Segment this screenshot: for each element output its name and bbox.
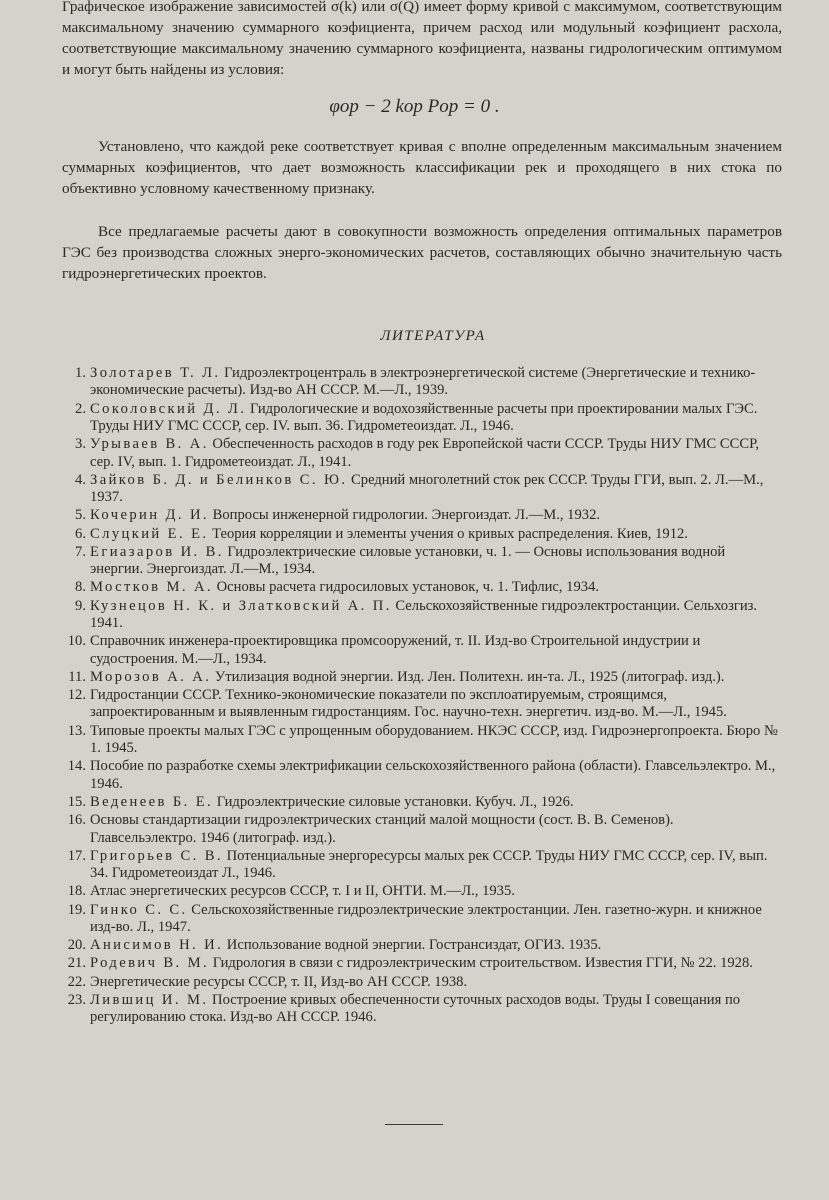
reference-item	[60, 937, 780, 954]
reference-number: 8.	[75, 579, 86, 596]
reference-number: 20.	[67, 937, 86, 954]
reference-author: Золотарев Т. Л.	[90, 365, 221, 381]
reference-number: 3.	[75, 436, 86, 453]
paragraph-conclusion: Все предлагаемые расчеты дают в совокупности возможность определения оптимальных параметров ГЭС без производства сложных энерго-экономических расчетов, составляющих обычно значительную часть гидроэнергетических проектов.	[62, 223, 782, 282]
reference-author: Егиазаров И. В.	[90, 543, 224, 560]
reference-item	[60, 526, 780, 543]
reference-number: 13.	[67, 722, 86, 739]
reference-author: Морозов А. А.	[90, 668, 212, 685]
reference-number: 15.	[67, 793, 86, 810]
paragraph-classification: Установлено, что каждой реке соответствует кривая с вполне определенным максимальным значением суммарных коэфициентов, что дает возможность классификации рек и проходящего в них стока по объективно условному качественному признаку.	[62, 138, 782, 197]
reference-author: Соколовский Д. Л.	[90, 400, 247, 417]
reference-number: 5.	[75, 507, 86, 524]
reference-text: Использование водной энергии. Гострансиздат, ОГИЗ. 1935.	[223, 937, 602, 954]
reference-number: 9.	[75, 597, 86, 614]
reference-text: Гидроэлектрические силовые установки. Кубуч. Л., 1926.	[213, 793, 574, 810]
reference-author: Анисимов Н. И.	[90, 937, 224, 954]
reference-author: Кочерин Д. И.	[90, 507, 209, 524]
reference-item	[60, 812, 780, 847]
reference-item	[60, 955, 780, 972]
reference-number: 11.	[68, 668, 86, 685]
reference-item	[60, 436, 780, 471]
reference-author: Мостков М. А.	[90, 579, 213, 596]
reference-text: Средний многолетний сток рек СССР. Труды ГГИ, вып. 2. Л.—М., 1937.	[90, 471, 764, 506]
reference-item	[60, 598, 780, 633]
reference-number: 14.	[67, 758, 86, 775]
reference-item	[60, 633, 780, 668]
reference-text: Гидроэлектрические силовые установки, ч. 1. — Основы использования водной энергии. Энергоиздат. Л.—М., 1934.	[90, 543, 726, 578]
reference-item	[60, 992, 780, 1027]
reference-number: 22.	[67, 973, 86, 990]
reference-number: 18.	[67, 883, 86, 900]
reference-author: Слуцкий Е. Е.	[90, 525, 209, 542]
reference-number: 7.	[75, 543, 86, 560]
reference-text: Построение кривых обеспеченности суточных расходов воды. Труды I совещания по регулированию стока. Изд-во АН СССР. 1946.	[90, 991, 741, 1026]
reference-number: 16.	[67, 812, 86, 829]
reference-text: Пособие по разработке схемы электрификации сельскохозяйственного района (области). Главсельэлектро. М., 1946.	[90, 758, 776, 792]
reference-author: Родевич В. М.	[90, 955, 210, 972]
reference-author: Гинко С. С.	[90, 901, 188, 918]
reference-text: Теория корреляции и элементы учения о кривых распределения. Киев, 1912.	[208, 525, 688, 542]
reference-item	[60, 883, 780, 900]
reference-number: 2.	[75, 400, 86, 417]
reference-item	[60, 758, 780, 793]
reference-item	[60, 507, 780, 524]
reference-text: Обеспеченность расходов в году рек Европейской части СССР. Труды НИУ ГМС СССР, сер. IV, вып. 1. Гидрометеоиздат. Л., 1941.	[90, 436, 760, 470]
reference-text: Сельскохозяйственные гидроэлектростанции. Сельхозгиз. 1941.	[90, 597, 758, 632]
reference-text: Основы расчета гидросиловых установок, ч. 1. Тифлис, 1934.	[212, 579, 600, 596]
references-heading: ЛИТЕРАТУРА	[380, 328, 486, 344]
reference-text: Гидростанции СССР. Технико-экономические показатели по эксплоатируемым, строящимся, запроектированным и выявленным гидростанциям. Гос. научно-техн. энергетич. изд-во. М.—Л., 1945.	[90, 687, 727, 721]
reference-item	[60, 974, 780, 991]
reference-item	[60, 544, 780, 579]
reference-text: Справочник инженера-проектировщика промсооружений, т. II. Изд-во Строительной индустрии и судостроения. М.—Л., 1934.	[90, 633, 701, 667]
reference-item	[60, 723, 780, 758]
reference-number: 12.	[67, 687, 86, 704]
reference-author: Зайков Б. Д. и Белинков С. Ю.	[90, 471, 348, 488]
references-list	[60, 365, 780, 1027]
reference-text: Основы стандартизации гидроэлектрических станций малой мощности (сост. В. В. Семенов). Главсельэлектро. 1946 (литограф. изд.).	[90, 812, 674, 846]
reference-item	[60, 579, 780, 596]
reference-author: Урываев В. А.	[90, 436, 209, 453]
reference-text: Типовые проекты малых ГЭС с упрощенным оборудованием. НКЭС СССР, изд. Гидроэнергопроекта. Бюро № 1. 1945.	[90, 722, 778, 757]
reference-number: 23.	[67, 991, 86, 1008]
reference-item	[60, 902, 780, 937]
reference-text: Сельскохозяйственные гидроэлектрические электростанции. Лен. газетно-журн. и книжное изд-во. Л., 1947.	[90, 901, 762, 935]
reference-item	[60, 848, 780, 883]
reference-item	[60, 365, 780, 400]
reference-number: 4.	[75, 471, 86, 488]
reference-item	[60, 669, 780, 686]
reference-text: Гидроэлектроцентраль в электроэнергетической системе (Энергетические и технико-экономические расчеты). Изд-во АН СССР. М.—Л., 1939.	[90, 365, 756, 399]
reference-item	[60, 401, 780, 436]
reference-number: 21.	[67, 955, 86, 972]
reference-number: 17.	[67, 847, 86, 864]
reference-author: Кузнецов Н. К. и Златковский А. П.	[90, 597, 392, 614]
reference-text: Утилизация водной энергии. Изд. Лен. Политехн. ин-та. Л., 1925 (литограф. изд.).	[211, 668, 725, 685]
end-divider	[385, 1124, 443, 1125]
reference-number: 6.	[75, 525, 86, 542]
reference-author: Григорьев С. В.	[90, 847, 223, 864]
reference-text: Энергетические ресурсы СССР, т. II, Изд-во АН СССР. 1938.	[90, 973, 468, 990]
reference-item	[60, 794, 780, 811]
reference-number: 19.	[67, 901, 86, 918]
reference-text: Гидрология в связи с гидроэлектрическим строительством. Известия ГГИ, № 22. 1928.	[209, 955, 753, 972]
reference-author: Веденеев Б. Е.	[90, 793, 214, 810]
reference-text: Гидрологические и водохозяйственные расчеты при проектировании малых ГЭС. Труды НИУ ГМС СССР, сер. IV. вып. 36. Гидрометеоиздат. Л., 1946.	[90, 400, 758, 435]
reference-item	[60, 472, 780, 507]
reference-text: Вопросы инженерной гидрологии. Энергоиздат. Л.—М., 1932.	[208, 507, 601, 524]
reference-author: Лившиц И. М.	[90, 991, 209, 1008]
reference-text: Потенциальные энергоресурсы малых рек СССР. Труды НИУ ГМС СССР, сер. IV, вып. 34. Гидрометеоиздат Л., 1946.	[90, 847, 768, 882]
reference-item	[60, 687, 780, 722]
reference-number: 10.	[67, 633, 86, 650]
reference-number: 1.	[75, 365, 86, 381]
intro-paragraph: Графическое изображение зависимостей σ(k) или σ(Q) имеет форму кривой с максимумом, соответствующим максимальному значению суммарного коэфициента, причем расход или модульный коэфициент расхола, соответствующие максимальному значению суммарного коэфициента, названы гидрологическим оптимумом и могут быть найдены из условия:	[62, 0, 782, 78]
optimum-formula: φор − 2 kор Pор = 0 .	[329, 96, 500, 117]
reference-text: Атлас энергетических ресурсов СССР, т. I и II, ОНТИ. М.—Л., 1935.	[90, 883, 515, 900]
